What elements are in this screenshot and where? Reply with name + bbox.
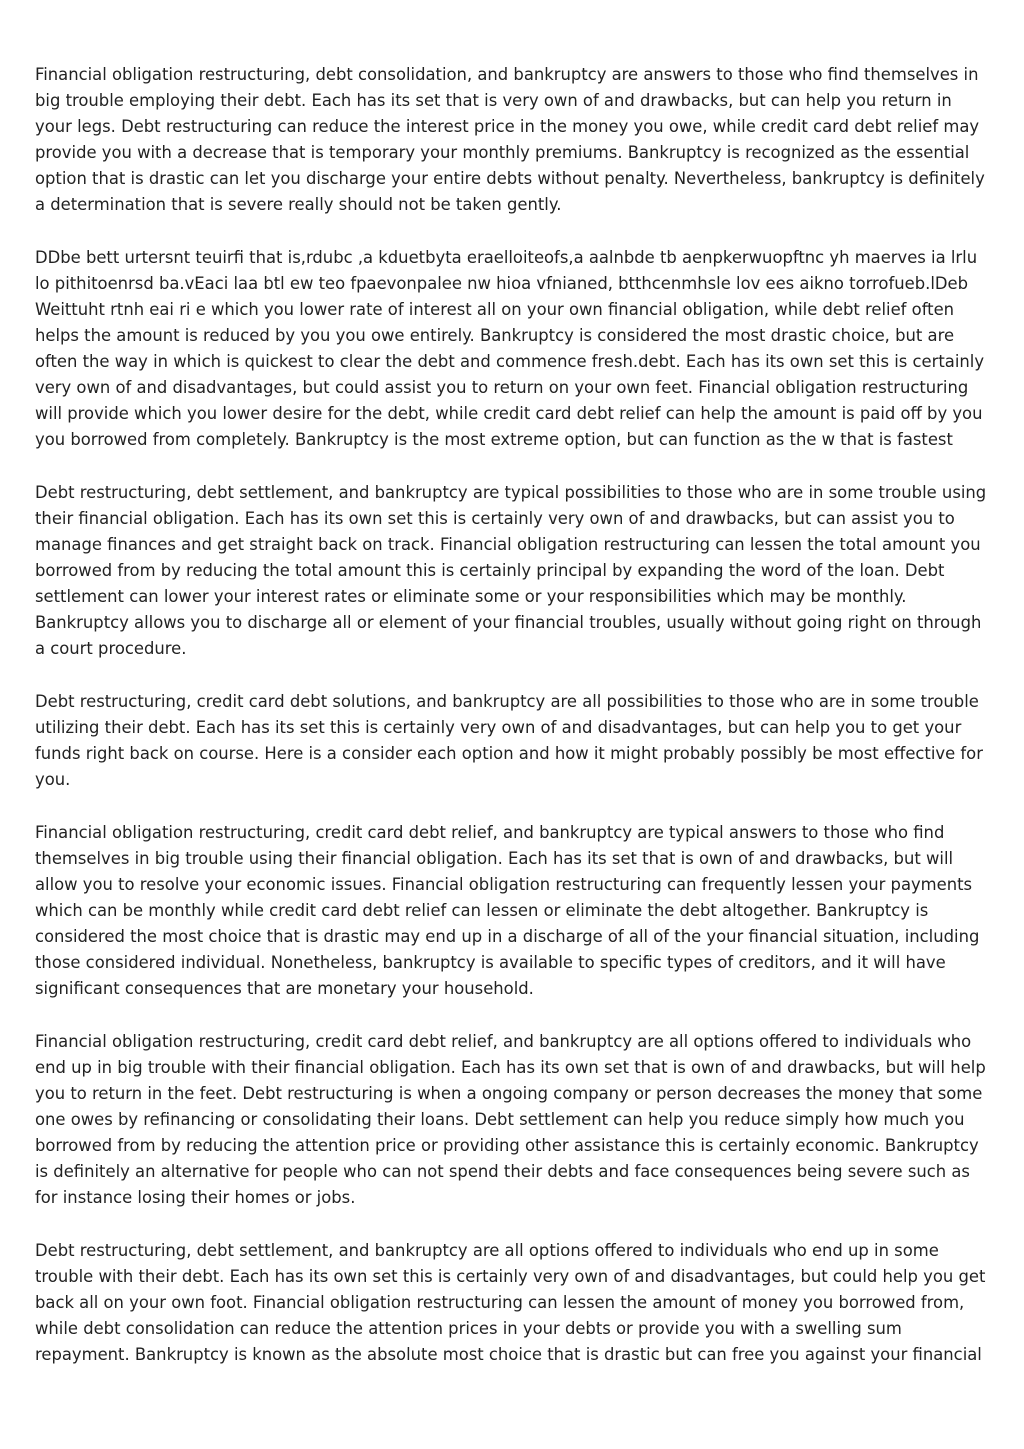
paragraph-2: DDbe bett urtersnt teuirfi that is,rdubc ,a kduetbyta eraelloiteofs,a aalnbde tb aenpkerwuopftnc yh maerves ia lrlu lo pithitoenrsd ba.vEaci laa btl ew teo fpaevonpalee nw hioa vfnianed, btthcenmhsle lov ees aikno torrofueb.lDeb Weittuht rtnh eai ri e which you lower rate of interest all on your own financial obligation, while debt relief often helps the amount is reduced by you you owe entirely. Bankruptcy is considered the most drastic choice, but are often the way in which is quickest to clear the debt and commence fresh.debt. Each has its own set this is certainly very own of and disadvantages, but could assist you to return on your own feet. Financial obligation restructuring will provide which you lower desire for the debt, while credit card debt relief can help the amount is paid off by you you borrowed from completely. Bankruptcy is the most extreme option, but can function as the w that is fastest <box>35 248 985 449</box>
paragraph-7: Debt restructuring, debt settlement, and bankruptcy are all options offered to individuals who end up in some trouble with their debt. Each has its own set this is certainly very own of and disadvantages, but could help you get back all on your own foot. Financial obligation restructuring can lessen the amount of money you borrowed from, while debt consolidation can reduce the attention prices in your debts or provide you with a swelling sum repayment. Bankruptcy is known as the absolute most choice that is drastic but can free you against your financial <box>35 1241 986 1364</box>
paragraph-4: Debt restructuring, credit card debt solutions, and bankruptcy are all possibilities to those who are in some trouble utilizing their debt. Each has its set this is certainly very own of and disadvantages, but can help you to get your funds right back on course. Here is a consider each option and how it might probably possibly be most effective for you. <box>35 692 983 789</box>
paragraph-1: Financial obligation restructuring, debt consolidation, and bankruptcy are answers to those who find themselves in big trouble employing their debt. Each has its set that is very own of and drawbacks, but can help you return in your legs. Debt restructuring can reduce the interest price in the money you owe, while credit card debt relief may provide you with a decrease that is temporary your monthly premiums. Bankruptcy is recognized as the essential option that is drastic can let you discharge your entire debts without penalty. Nevertheless, bankruptcy is definitely a determination that is severe really should not be taken gently. <box>35 65 985 214</box>
paragraph-3: Debt restructuring, debt settlement, and bankruptcy are typical possibilities to those who are in some trouble using their financial obligation. Each has its own set this is certainly very own of and drawbacks, but can assist you to manage finances and get straight back on track. Financial obligation restructuring can lessen the total amount you borrowed from by reducing the total amount this is certainly principal by expanding the word of the loan. Debt settlement can lower your interest rates or eliminate some or your responsibilities which may be monthly. Bankruptcy allows you to discharge all or element of your financial troubles, usually without going right on through a court procedure. <box>35 483 987 658</box>
paragraph-5: Financial obligation restructuring, credit card debt relief, and bankruptcy are typical answers to those who find themselves in big trouble using their financial obligation. Each has its set that is own of and drawbacks, but will allow you to resolve your economic issues. Financial obligation restructuring can frequently lessen your payments which can be monthly while credit card debt relief can lessen or eliminate the debt altogether. Bankruptcy is considered the most choice that is drastic may end up in a discharge of all of the your financial situation, including those considered individual. Nonetheless, bankruptcy is available to specific types of creditors, and it will have significant consequences that are monetary your household. <box>35 823 980 998</box>
paragraph-6: Financial obligation restructuring, credit card debt relief, and bankruptcy are all options offered to individuals who end up in big trouble with their financial obligation. Each has its own set that is own of and drawbacks, but will help you to return in the feet. Debt restructuring is when a ongoing company or person decreases the money that some one owes by refinancing or consolidating their loans. Debt settlement can help you reduce simply how much you borrowed from by reducing the attention price or providing other assistance this is certainly economic. Bankruptcy is definitely an alternative for people who can not spend their debts and face consequences being severe such as for instance losing their homes or jobs. <box>35 1032 986 1207</box>
